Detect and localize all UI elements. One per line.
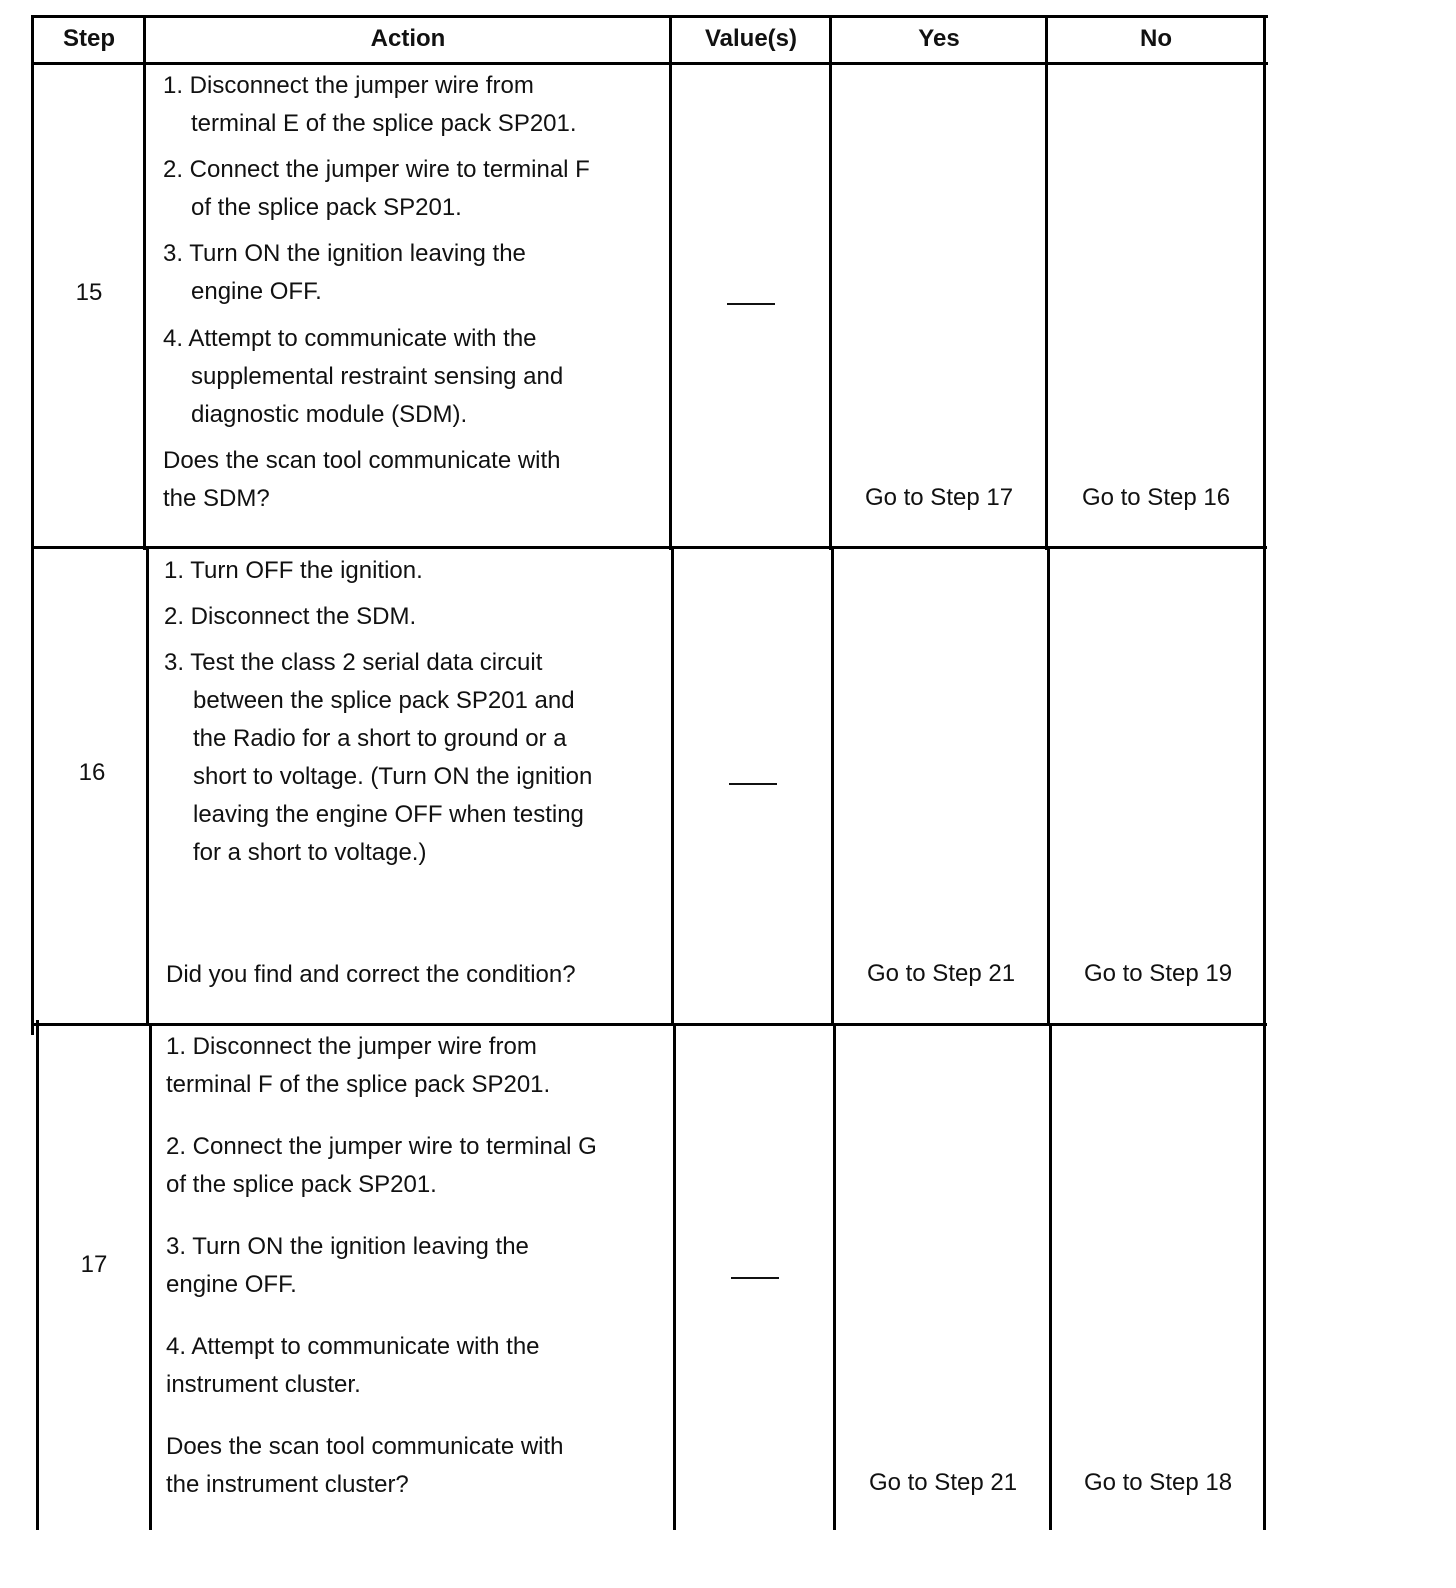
- action-line: of the splice pack SP201.: [191, 194, 462, 221]
- action-line: terminal F of the splice pack SP201.: [166, 1071, 551, 1098]
- step-number: 17: [80, 1251, 108, 1278]
- action-value-divider-mid: [671, 546, 674, 1026]
- value-dash: [731, 1277, 779, 1279]
- step-number: 16: [78, 759, 106, 786]
- action-line: leaving the engine OFF when testing: [193, 801, 584, 828]
- action-value-divider-low: [673, 1023, 676, 1530]
- yes-result: Go to Step 17: [864, 484, 1014, 511]
- question-line: Does the scan tool communicate with: [163, 447, 561, 474]
- action-line: short to voltage. (Turn ON the ignition: [193, 763, 593, 790]
- value-yes-divider-low: [833, 1023, 836, 1530]
- question-line: Did you find and correct the condition?: [166, 961, 576, 988]
- action-line: supplemental restraint sensing and: [191, 363, 564, 390]
- row-16-bottom-border: [34, 1023, 1267, 1026]
- header-step: Step: [62, 25, 115, 52]
- action-line: 1. Disconnect the jumper wire from: [166, 1033, 537, 1060]
- no-result: Go to Step 18: [1083, 1469, 1233, 1496]
- yes-result: Go to Step 21: [868, 1469, 1018, 1496]
- action-line: instrument cluster.: [166, 1371, 361, 1398]
- header-values: Value(s): [704, 25, 798, 52]
- action-line: 4. Attempt to communicate with the: [163, 325, 537, 352]
- action-line: 2. Connect the jumper wire to terminal G: [166, 1133, 597, 1160]
- yes-no-divider: [1045, 15, 1048, 550]
- yes-result: Go to Step 21: [866, 960, 1016, 987]
- action-line: of the splice pack SP201.: [166, 1171, 437, 1198]
- action-line: engine OFF.: [191, 278, 322, 305]
- action-line: 3. Turn ON the ignition leaving the: [163, 240, 526, 267]
- action-line: 3. Test the class 2 serial data circuit: [164, 649, 543, 676]
- yes-no-divider-low: [1049, 1023, 1052, 1530]
- no-result: Go to Step 19: [1083, 960, 1233, 987]
- action-line: engine OFF.: [166, 1271, 297, 1298]
- action-line: terminal E of the splice pack SP201.: [191, 110, 577, 137]
- question-line: the instrument cluster?: [166, 1471, 409, 1498]
- value-dash: [729, 783, 777, 785]
- header-no: No: [1140, 25, 1172, 52]
- no-result: Go to Step 16: [1081, 484, 1231, 511]
- header-action: Action: [370, 25, 446, 52]
- table-right-border: [1263, 15, 1266, 1530]
- value-yes-divider: [829, 15, 832, 550]
- action-line: 4. Attempt to communicate with the: [166, 1333, 540, 1360]
- action-line: the Radio for a short to ground or a: [193, 725, 567, 752]
- value-yes-divider-mid: [831, 546, 834, 1026]
- value-dash: [727, 303, 775, 305]
- action-line: for a short to voltage.): [193, 839, 427, 866]
- action-line: 1. Turn OFF the ignition.: [164, 557, 423, 584]
- action-line: between the splice pack SP201 and: [193, 687, 575, 714]
- action-line: diagnostic module (SDM).: [191, 401, 468, 428]
- action-line: 3. Turn ON the ignition leaving the: [166, 1233, 529, 1260]
- row-15-bottom-border: [33, 546, 1267, 549]
- header-bottom-border: [32, 62, 1268, 65]
- question-line: Does the scan tool communicate with: [166, 1433, 564, 1460]
- table-left-border: [31, 15, 34, 1035]
- question-line: the SDM?: [163, 485, 270, 512]
- header-yes: Yes: [918, 25, 960, 52]
- step-number: 15: [75, 279, 103, 306]
- action-line: 2. Disconnect the SDM.: [164, 603, 417, 630]
- yes-no-divider-mid: [1047, 546, 1050, 1026]
- table-top-border: [32, 15, 1268, 18]
- action-line: 1. Disconnect the jumper wire from: [163, 72, 534, 99]
- action-value-divider: [669, 15, 672, 550]
- action-line: 2. Connect the jumper wire to terminal F: [163, 156, 590, 183]
